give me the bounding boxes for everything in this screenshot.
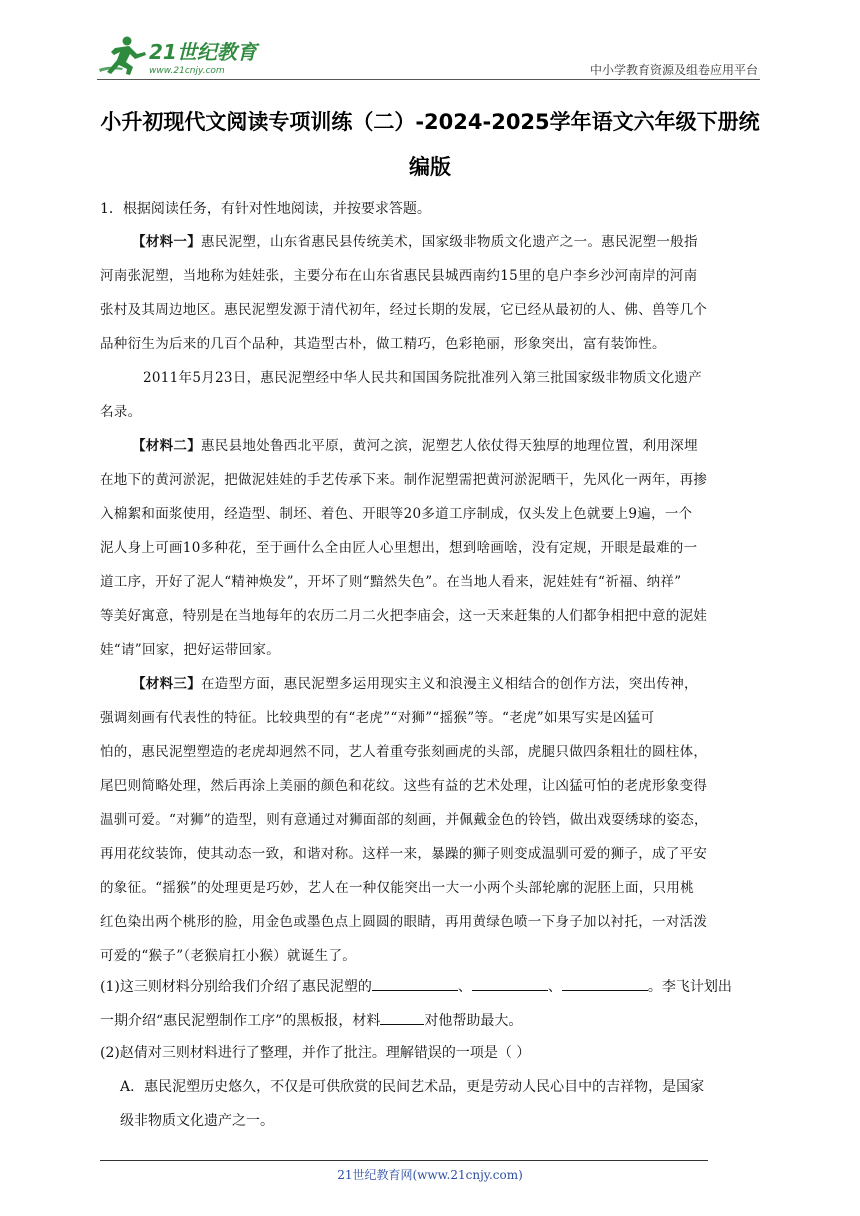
material-3-line: 怕的，惠民泥塑塑造的老虎却迥然不同，艺人着重夸张刻画虎的头部，虎腿只做四条粗壮的圆柱体， bbox=[100, 744, 708, 760]
answer-blank-3[interactable] bbox=[562, 976, 648, 991]
material-2-line: 娃“请”回家，把好运带回家。 bbox=[100, 642, 281, 658]
svg-text:www.21cnjy.com: www.21cnjy.com bbox=[149, 66, 225, 76]
subquestion-1-line2: 一期介绍“惠民泥塑制作工序”的黑板报，材料 对他帮助最大。 bbox=[100, 1010, 522, 1030]
material-1-label: 【材料一】 bbox=[132, 234, 201, 250]
material-3-line: 红色染出两个桃形的脸，用金色或墨色点上圆圆的眼睛，再用黄绿色喷一下身子加以衬托，一对活泼 bbox=[100, 914, 708, 930]
material-2-line: 入棉絮和面浆使用，经造型、制坯、着色、开眼等20多道工序制成，仅头发上色就要上9遍，一个 bbox=[100, 506, 693, 522]
material-3-line: 尾巴则简略处理，然后再涂上美丽的颜色和花纹。这些有益的艺术处理，让凶猛可怕的老虎形象变得 bbox=[100, 778, 708, 794]
header-divider bbox=[97, 79, 760, 80]
option-a-line1: A．惠民泥塑历史悠久，不仅是可供欣赏的民间艺术品，更是劳动人民心目中的吉祥物，是国家 bbox=[120, 1079, 705, 1095]
material-1-line: 张村及其周边地区。惠民泥塑发源于清代初年，经过长期的发展，它已经从最初的人、佛、兽等几个 bbox=[100, 302, 708, 318]
answer-blank-2[interactable] bbox=[472, 976, 548, 991]
material-3-line: 的象征。“摇猴”的处理更是巧妙，艺人在一种仅能突出一大一小两个头部轮廓的泥胚上面，只用桃 bbox=[100, 880, 695, 896]
platform-name: 中小学教育资源及组卷应用平台 bbox=[589, 63, 758, 77]
material-1-line: 【材料一】惠民泥塑，山东省惠民县传统美术，国家级非物质文化遗产之一。惠民泥塑一般指 bbox=[132, 234, 698, 250]
material-3-line: 温驯可爱。“对狮”的造型，则有意通过对狮面部的刻画，并佩戴金色的铃铛，做出戏耍绣球的姿态， bbox=[100, 812, 708, 828]
question-intro: 1．根据阅读任务，有针对性地阅读，并按要求答题。 bbox=[100, 201, 431, 217]
answer-blank-1[interactable] bbox=[372, 976, 458, 991]
document-title-line1: 小升初现代文阅读专项训练（二）-2024-2025学年语文六年级下册统 bbox=[100, 110, 760, 134]
footer-divider bbox=[100, 1160, 708, 1161]
material-3-label: 【材料三】 bbox=[132, 676, 201, 692]
material-2-line: 泥人身上可画10多种花，至于画什么全由匠人心里想出，想到啥画啥，没有定规，开眼是最难的一 bbox=[100, 540, 698, 556]
material-2-line: 【材料二】惠民县地处鲁西北平原，黄河之滨，泥塑艺人依仗得天独厚的地理位置，利用深埋 bbox=[132, 438, 698, 454]
option-a-line2: 级非物质文化遗产之一。 bbox=[120, 1113, 274, 1129]
material-2-label: 【材料二】 bbox=[132, 438, 201, 454]
svg-text:21世纪教育: 21世纪教育 bbox=[149, 40, 257, 64]
material-2-line: 在地下的黄河淤泥，把做泥娃娃的手艺传承下来。制作泥塑需把黄河淤泥晒干，先风化一两年，再掺 bbox=[100, 472, 708, 488]
material-3-line: 可爱的“猴子”（老猴肩扛小猴）就诞生了。 bbox=[100, 948, 357, 964]
emphasis-mark: 错误 bbox=[413, 1045, 442, 1061]
material-1-line: 品种衍生为后来的几百个品种，其造型古朴，做工精巧，色彩艳丽，形象突出，富有装饰性。 bbox=[100, 336, 666, 352]
site-logo bbox=[97, 34, 277, 78]
material-3-line: 强调刻画有代表性的特征。比较典型的有“老虎”“对狮”“摇猴”等。“老虎”如果写实是凶猛可 bbox=[100, 710, 655, 726]
material-1-line: 2011年5月23日，惠民泥塑经中华人民共和国国务院批准列入第三批国家级非物质文化遗产 bbox=[143, 370, 703, 386]
material-1-line: 名录。 bbox=[100, 404, 142, 420]
subquestion-1-line1: (1)这三则材料分别给我们介绍了惠民泥塑的 、 、 。李飞计划出 bbox=[100, 976, 732, 996]
material-3-line: 再用花纹装饰，使其动态一致，和谐对称。这样一来，暴躁的狮子则变成温驯可爱的狮子，成了平安 bbox=[100, 846, 708, 862]
material-2-line: 等美好寓意，特别是在当地每年的农历二月二火把李庙会，这一天来赶集的人们都争相把中意的泥娃 bbox=[100, 608, 708, 624]
subquestion-2: (2)赵倩对三则材料进行了整理，并作了批注。理解错误的一项是（ ） bbox=[100, 1042, 530, 1062]
footer-link[interactable]: 21世纪教育网(www.21cnjy.com) bbox=[337, 1168, 523, 1182]
material-1-line: 河南张泥塑，当地称为娃娃张，主要分布在山东省惠民县城西南约15里的皂户李乡沙河南岸的河南 bbox=[100, 268, 698, 284]
page-header bbox=[97, 34, 760, 80]
answer-blank-4[interactable] bbox=[380, 1010, 424, 1025]
material-3-line: 【材料三】在造型方面，惠民泥塑多运用现实主义和浪漫主义相结合的创作方法，突出传神， bbox=[132, 676, 698, 692]
material-2-line: 道工序，开好了泥人“精神焕发”，开坏了则“黯然失色”。在当地人看来，泥娃娃有“祈福、纳祥” bbox=[100, 574, 682, 590]
document-title-line2: 编版 bbox=[409, 155, 451, 179]
